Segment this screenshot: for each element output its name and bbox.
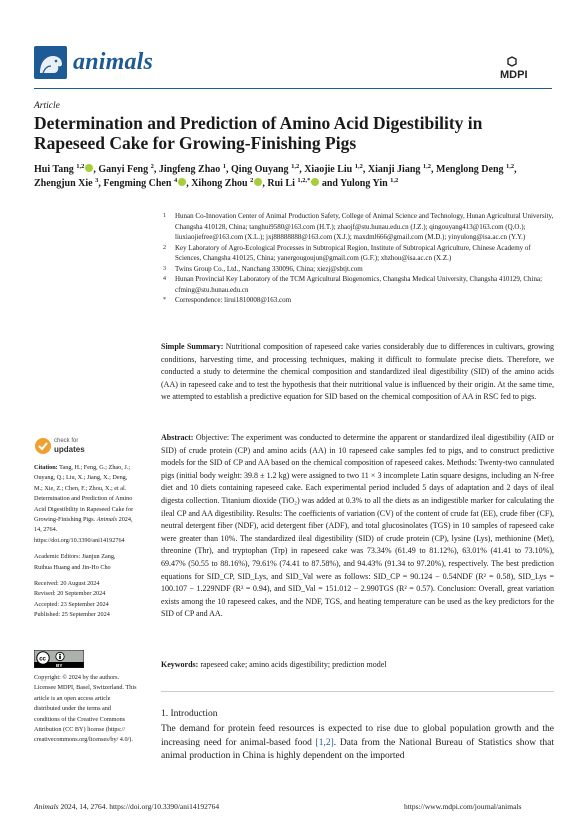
- simple-summary-label: Simple Summary:: [161, 342, 224, 351]
- author-affiliation-marker: 1,2: [354, 163, 363, 170]
- author-name[interactable]: Jingfeng Zhao: [158, 164, 223, 175]
- author-separator: ,: [299, 164, 305, 175]
- received-date: Received: 20 August 2024: [34, 580, 100, 588]
- author-name[interactable]: Menglong Deng: [436, 164, 507, 175]
- author-list: [34, 163, 554, 191]
- author[interactable]: [368, 164, 431, 175]
- simple-summary: [161, 341, 554, 404]
- affiliation-text: Key Laboratory of Agro-Ecological Processes in Subtropical Region, Institute of Subtropical Agriculture, Chinese Academy of Sciences, Changsha 410125, China; yanergougoujun@gmail.com (G.F.); xhzhou@isa.ac.cn (X.Z.): [175, 243, 531, 262]
- author-separator: ,: [186, 178, 192, 189]
- citation: [34, 463, 134, 546]
- keywords: [161, 659, 554, 672]
- affiliations: [161, 211, 556, 306]
- article-title: Determination and Prediction of Amino Acid Digestibility in Rapeseed Cake for Growing-Finishing Pigs: [34, 113, 483, 153]
- author[interactable]: [231, 164, 299, 175]
- author-name[interactable]: Rui Li: [267, 178, 298, 189]
- author-separator: ,: [153, 164, 159, 175]
- citation-sidebar: [34, 463, 134, 621]
- author-affiliation-marker: 1,2,*: [297, 177, 311, 184]
- author-name[interactable]: Fengming Chen: [103, 178, 174, 189]
- mdpi-wordmark: MDPI: [500, 69, 528, 81]
- citation-text: Tang, H.; Feng, G.; Zhao, J.; Ouyang, Q.; Liu, X.; Jiang, X.; Deng, M.; Xie, Z.; Chen, F.; Zhou, X.; et al. Determination and Prediction of Amino Acid Digestibility in Rapeseed Cake for Growing-Finishing Pigs.: [34, 464, 134, 524]
- author[interactable]: [103, 178, 186, 189]
- author[interactable]: [267, 178, 319, 189]
- author-affiliation-marker: 1,2: [390, 177, 399, 184]
- affiliation-text: Hunan Co-Innovation Center of Animal Production Safety, College of Animal Science and Technology, Hunan Agricultural University, Changsha 410128, China; tanghui9580@163.com (H.T.); zhaojf@stu.hunau.edu.cn (J.Z.); qingouyang413@163.com (Q.O.); liuxiaojiefree@163.com (X.L.); jxj88888888@163.com (X.J.); maxdml666@gmail.com (M.D.); yinyulong@isa.ac.cn (Y.Y.): [175, 212, 554, 241]
- author-separator: ,: [362, 164, 368, 175]
- affiliation-number: 4: [163, 276, 166, 282]
- author-separator: ,: [226, 164, 232, 175]
- editors-text: Jianjun Zang, Ruihua Huang and Jin-Ho Cho: [34, 553, 116, 571]
- author-name[interactable]: Zhengjun Xie: [34, 178, 96, 189]
- author-name[interactable]: Xihong Zhou: [191, 178, 251, 189]
- author-separator: and: [319, 178, 341, 189]
- author-separator: ,: [93, 164, 99, 175]
- author-name[interactable]: Yulong Yin: [340, 178, 391, 189]
- simple-summary-text: Nutritional composition of rapeseed cake varies considerably due to differences in cultivars, growing conditions, harvesting time, and processing techniques, making it difficult to formulate precise diets. Therefore, we conducted a study to determine the chemical composition and standardized ileal digestibility (SID) of the amino acids (AA) in rapeseed cake and to test the hypothesis that their nutritional value is influenced by their origin. At the same time, we attempted to establish a predictive equation for SID based on the chemical composition of AA in RSC fed to pigs.: [161, 342, 554, 402]
- author-separator: ,: [262, 178, 268, 189]
- affiliation-item: [161, 211, 556, 243]
- author-affiliation-marker: 1,2: [422, 163, 432, 170]
- check-updates-line2: updates: [54, 445, 85, 454]
- author-affiliation-marker: 2: [150, 163, 154, 170]
- published-date: Published: 25 September 2024: [34, 611, 110, 619]
- author[interactable]: [436, 164, 514, 175]
- editors-label: Academic Editors:: [34, 553, 81, 561]
- author-name[interactable]: Ganyi Feng: [98, 164, 151, 175]
- introduction-text: [161, 723, 554, 764]
- author-affiliation-marker: 1,2: [76, 163, 85, 170]
- article-type: Article: [34, 101, 60, 111]
- author-name[interactable]: Xianji Jiang: [367, 164, 423, 175]
- academic-editors: [34, 552, 134, 573]
- author-name[interactable]: Qing Ouyang: [231, 164, 292, 175]
- author[interactable]: [340, 178, 398, 189]
- affiliation-item: [161, 243, 556, 264]
- author-separator: ,: [98, 178, 104, 189]
- header-divider: [34, 88, 552, 89]
- affiliation-item: [161, 274, 556, 295]
- affiliation-item: [161, 295, 556, 306]
- footer-doi[interactable]: 2024, 14, 2764. https://doi.org/10.3390/ani14192764: [60, 802, 220, 811]
- author-separator: ,: [514, 164, 517, 175]
- check-for-updates-button[interactable]: [34, 435, 104, 461]
- author-affiliation-marker: 1,2: [291, 163, 300, 170]
- affiliation-number: *: [163, 297, 166, 303]
- mdpi-logo[interactable]: [500, 56, 551, 82]
- author-affiliation-marker: 3: [95, 177, 99, 184]
- author[interactable]: [98, 164, 153, 175]
- abstract-label: Abstract:: [161, 433, 194, 442]
- author-affiliation-marker: 1,2: [506, 163, 515, 170]
- section-divider: [161, 691, 554, 692]
- affiliation-number: 3: [163, 265, 166, 272]
- citation-label: Citation:: [34, 464, 58, 471]
- accepted-date: Accepted: 23 September 2024: [34, 600, 109, 608]
- author-affiliation-marker: 1: [222, 163, 227, 170]
- cc-by-license-badge[interactable]: [34, 650, 84, 668]
- affiliation-text: Hunan Provincial Key Laboratory of the TCM Agricultural Biogenomics, Changsha Medical University, Changsha 410129, China; cfming@stu.hunau.edu.cn: [175, 275, 543, 294]
- journal-logo: [34, 46, 67, 79]
- check-updates-line1: check for: [54, 438, 79, 444]
- affiliation-item: [161, 264, 556, 275]
- affiliation-number: 2: [163, 244, 166, 251]
- author-affiliation-marker: 4: [173, 177, 178, 184]
- author-separator: ,: [431, 164, 437, 175]
- journal-name[interactable]: animals: [73, 49, 154, 75]
- affiliation-text: Correspondence: lirui1810008@163.com: [175, 296, 292, 304]
- citation-doi[interactable]: 2024, 14, 2764. https://doi.org/10.3390/ani14192764: [34, 516, 133, 544]
- footer-journal: Animals: [34, 802, 59, 811]
- affiliation-text: Twins Group Co., Ltd., Nanchang 330096, China; xiezj@sbtjt.com: [175, 264, 363, 273]
- footer-citation: [34, 802, 219, 811]
- introduction-heading: 1. Introduction: [161, 709, 218, 719]
- orcid-icon[interactable]: [178, 178, 186, 186]
- author[interactable]: [34, 178, 98, 189]
- author-name[interactable]: Hui Tang: [34, 164, 77, 175]
- keywords-label: Keywords:: [161, 660, 199, 669]
- author[interactable]: [304, 164, 363, 175]
- check-updates-icon: [34, 437, 52, 455]
- author[interactable]: [191, 178, 262, 189]
- citation-link[interactable]: [1,2]: [315, 737, 334, 748]
- by-icon: BY: [56, 663, 63, 668]
- author-affiliation-marker: 2: [250, 177, 254, 184]
- footer-journal-url[interactable]: https://www.mdpi.com/journal/animals: [404, 802, 522, 811]
- abstract-text: Objective: The experiment was conducted to determine the apparent or standardized ileal digestibility (AID or SID) of crude protein (CP) and amino acids (AA) in 10 rapeseed cake samples fed to pigs, and to construct predictive models for the SID of CP and AA based on the chemical composition of rapeseed cakes. Methods: Twenty-two cannulated pigs (initial body weight: 39.8 ± 1.2 kg) were assigned to two 11 × 3 incomplete Latin square designs, including an N-free diet and 10 diets containing rapeseed cake. Each experimental period included 5 days of adaptation and 2 days of ileal digesta collection. Titanium dioxide (TiO₂) was added at 0.3% to all the diets as an indigestible marker for calculating the ileal CP and AA digestibility. Results: The coefficients of variation (CV) of the content of crude fat (EE), crude fiber (CF), neutral detergent fiber (NDF), acid detergent fiber (ADF), and total glucosinolates (TGS) in 10 samples of rapeseed cake were greater than 10%. The standardized ileal digestibility (SID) of crude protein (CP), lysine (Lys), methionine (Met), threonine (Thr), and tryptophan (Trp) in rapeseed cake was 73.34% (61.49 to 81.12%), 63.01% (41.41 to 73.10%), 69.47% (50.55 to 88.16%), 79.61% (74.41 to 87.58%), and 94.43% (91.34 to 97.20%), respectively. The best prediction equations for SID_CP, SID_Lys, and SID_Val were as follows: SID_CP = 90.124 − 0.54NDF (R² = 0.58), SID_Lys = 100.107 − 1.229NDF (R² = 0.94), and SID_Val = 151.012 − 2.990TGS (R² = 0.57). Conclusion: Overall, great variation exists among the 10 rapeseed cakes, and the NDF, TGS, and heating temperature can be used as the key predictors for the SID of CP and AA.: [161, 433, 555, 619]
- license-text: Copyright: © 2024 by the authors. Licensee MDPI, Basel, Switzerland. This article is an open access article distributed under the terms and conditions of the Creative Commons Attribution (CC BY) license (https:// creativecommons.org/licenses/by/ 4.0/).: [34, 674, 137, 744]
- citation-journal: Animals: [96, 516, 118, 524]
- introduction-text-end: . Data from the National Bureau of Statistics show that animal production in China is highly dependent on the imported: [161, 737, 554, 761]
- cc-icon: cc: [39, 656, 46, 663]
- author[interactable]: [34, 164, 93, 175]
- author-name[interactable]: Xiaojie Liu: [304, 164, 355, 175]
- revised-date: Revised: 20 September 2024: [34, 590, 106, 598]
- keywords-text: rapeseed cake; amino acids digestibility; prediction model: [200, 660, 387, 669]
- abstract: [161, 432, 554, 621]
- affiliation-number: 1: [163, 213, 166, 219]
- introduction-text-start: The demand for protein feed resources is expected to rise due to global population growth and the increasing need for animal-based food: [161, 724, 554, 748]
- author[interactable]: [159, 164, 226, 175]
